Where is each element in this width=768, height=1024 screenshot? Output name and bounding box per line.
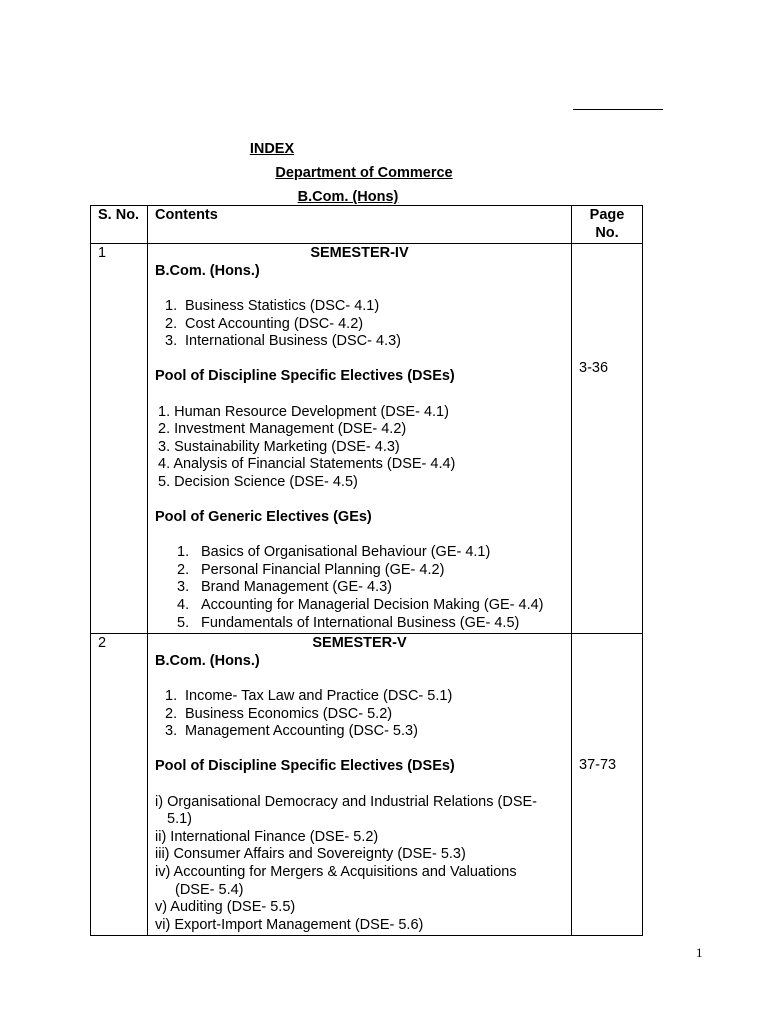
ge-list (155, 544, 564, 632)
row-sno: 2 (91, 634, 148, 936)
top-rule (573, 109, 663, 110)
department-heading: Department of Commerce (275, 165, 453, 181)
list-item: 1. Human Resource Development (DSE- 4.1) (158, 403, 449, 420)
row-contents (148, 634, 572, 936)
table-row (91, 634, 643, 936)
page-number: 1 (696, 945, 703, 960)
index-heading: INDEX (249, 141, 295, 157)
list-item: 3. Sustainability Marketing (DSE- 4.3) (158, 438, 400, 455)
list-item: v) Auditing (DSE- 5.5) (155, 899, 296, 916)
list-item: vi) Export-Import Management (DSE- 5.6) (155, 916, 424, 933)
semester-title: SEMESTER-V (312, 635, 407, 652)
list-item: 5. Fundamentals of International Business (GE- 4.5) (177, 614, 520, 631)
header-page: Page No. (572, 206, 643, 244)
ge-pool-title: Pool of Generic Electives (GEs) (155, 509, 372, 526)
header-sno: S. No. (91, 206, 148, 244)
list-item: 2. Investment Management (DSE- 4.2) (158, 421, 407, 438)
table-row (91, 244, 643, 634)
row-sno: 1 (91, 244, 148, 634)
dse-list (155, 794, 564, 935)
row-pages: 3-36 (572, 244, 643, 634)
dse-pool-title: Pool of Discipline Specific Electives (DSEs) (155, 758, 455, 775)
header-contents: Contents (148, 206, 572, 244)
semester-title: SEMESTER-IV (310, 245, 409, 262)
dse-list (155, 404, 564, 492)
list-item: 3. Brand Management (GE- 4.3) (177, 579, 393, 596)
list-item: iii) Consumer Affairs and Sovereignty (DSE- 5.3) (155, 846, 466, 863)
row-pages: 37-73 (572, 634, 643, 936)
row-contents (148, 244, 572, 634)
list-item: 1. Basics of Organisational Behaviour (GE- 4.1) (177, 544, 491, 561)
program-label: B.Com. (Hons.) (155, 652, 260, 669)
list-item: 1. Income- Tax Law and Practice (DSC- 5.1) (165, 688, 453, 705)
program-heading: B.Com. (Hons) (297, 189, 399, 205)
list-item: 5. Decision Science (DSE- 4.5) (158, 473, 358, 490)
list-item: 2. Personal Financial Planning (GE- 4.2) (177, 561, 445, 578)
list-item: i) Organisational Democracy and Industrial Relations (DSE- 5.1) (155, 793, 537, 828)
list-item: 2. Business Economics (DSC- 5.2) (165, 705, 393, 722)
program-label: B.Com. (Hons.) (155, 262, 260, 279)
table-header-row (91, 206, 643, 244)
index-table (90, 205, 643, 936)
list-item: ii) International Finance (DSE- 5.2) (155, 828, 379, 845)
list-item: 3. International Business (DSC- 4.3) (165, 333, 401, 350)
list-item: 1. Business Statistics (DSC- 4.1) (165, 297, 380, 314)
dse-pool-title: Pool of Discipline Specific Electives (DSEs) (155, 368, 455, 385)
list-item: iv) Accounting for Mergers & Acquisitions and Valuations (DSE- 5.4) (155, 863, 517, 898)
dsc-list (155, 298, 564, 351)
list-item: 3. Management Accounting (DSC- 5.3) (165, 723, 418, 740)
list-item: 4. Analysis of Financial Statements (DSE- 4.4) (158, 456, 456, 473)
list-item: 4. Accounting for Managerial Decision Making (GE- 4.4) (177, 597, 544, 614)
dsc-list (155, 688, 564, 741)
list-item: 2. Cost Accounting (DSC- 4.2) (165, 315, 364, 332)
